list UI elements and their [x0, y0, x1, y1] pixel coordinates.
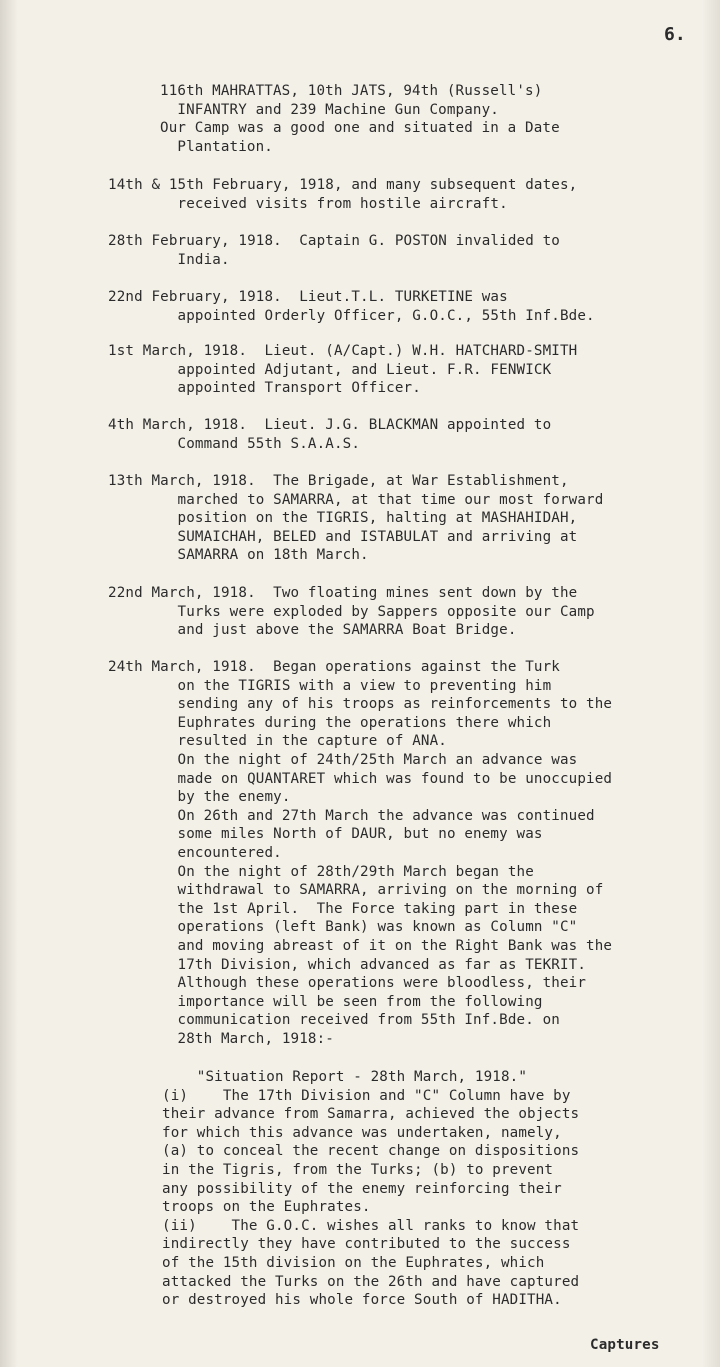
entry-4th-march — [108, 416, 551, 453]
entry-24th-march — [108, 658, 612, 1048]
text-line: INFANTRY and 239 Machine Gun Company. — [160, 101, 499, 118]
page-edge-shadow-left — [0, 0, 18, 1367]
text-line: India. — [108, 251, 230, 268]
text-line: 13th March, 1918. The Brigade, at War Establishment, — [108, 473, 569, 489]
text-line: attacked the Turks on the 26th and have captured — [162, 1273, 580, 1290]
text-line: (ii) The G.O.C. wishes all ranks to know that — [162, 1217, 580, 1234]
text-line: for which this advance was undertaken, namely, — [162, 1124, 562, 1141]
text-line: and just above the SAMARRA Boat Bridge. — [108, 622, 517, 639]
text-line: 28th March, 1918:- — [108, 1030, 334, 1047]
text-line: On the night of 24th/25th March an advance was — [108, 751, 578, 768]
text-line: (i) The 17th Division and "C" Column have by — [162, 1087, 571, 1104]
text-line: 24th March, 1918. Began operations against the Turk — [108, 659, 560, 675]
text-line: troops on the Euphrates. — [162, 1199, 371, 1216]
text-line: "Situation Report - 28th March, 1918." — [162, 1069, 528, 1085]
entry-14th-february — [108, 176, 577, 213]
text-line: appointed Adjutant, and Lieut. F.R. FENWICK — [108, 361, 552, 378]
text-line: 4th March, 1918. Lieut. J.G. BLACKMAN appointed to — [108, 417, 552, 433]
text-line: SAMARRA on 18th March. — [108, 547, 369, 564]
text-line: 1st March, 1918. Lieut. (A/Capt.) W.H. HATCHARD-SMITH — [108, 343, 578, 359]
entry-1st-march — [108, 342, 577, 398]
text-line: operations (left Bank) was known as Column "C" — [108, 919, 578, 936]
text-line: Plantation. — [160, 138, 273, 155]
text-line: some miles North of DAUR, but no enemy was — [108, 826, 543, 843]
text-line: 22nd March, 1918. Two floating mines sent down by the — [108, 585, 578, 601]
entry-units-camp — [160, 82, 560, 156]
text-line: of the 15th division on the Euphrates, which — [162, 1254, 545, 1271]
entry-28th-february — [108, 232, 560, 269]
text-line: or destroyed his whole force South of HADITHA. — [162, 1292, 562, 1309]
text-line: their advance from Samarra, achieved the objects — [162, 1106, 580, 1123]
text-line: any possibility of the enemy reinforcing their — [162, 1180, 562, 1197]
page-edge-shadow-right — [702, 0, 720, 1367]
catchword: Captures — [590, 1337, 660, 1353]
text-line: importance will be seen from the following — [108, 993, 543, 1010]
text-line: Turks were exploded by Sappers opposite our Camp — [108, 603, 595, 620]
text-line: received visits from hostile aircraft. — [108, 195, 508, 212]
entry-22nd-march — [108, 584, 595, 640]
text-line: 14th & 15th February, 1918, and many subsequent dates, — [108, 177, 578, 193]
text-line: Command 55th S.A.A.S. — [108, 435, 361, 452]
text-line: marched to SAMARRA, at that time our most forward — [108, 491, 604, 508]
text-line: communication received from 55th Inf.Bde. on — [108, 1012, 560, 1029]
text-line: On the night of 28th/29th March began the — [108, 863, 534, 880]
text-line: (a) to conceal the recent change on dispositions — [162, 1143, 580, 1160]
text-line: SUMAICHAH, BELED and ISTABULAT and arriving at — [108, 528, 578, 545]
text-line: the 1st April. The Force taking part in these — [108, 900, 578, 917]
text-line: 28th February, 1918. Captain G. POSTON invalided to — [108, 233, 560, 249]
text-line: on the TIGRIS with a view to preventing him — [108, 677, 552, 694]
text-line: in the Tigris, from the Turks; (b) to prevent — [162, 1161, 554, 1178]
text-line: made on QUANTARET which was found to be unoccupied — [108, 770, 613, 787]
text-line: resulted in the capture of ANA. — [108, 733, 447, 750]
text-line: and moving abreast of it on the Right Bank was the — [108, 937, 613, 954]
page-number: 6. — [664, 24, 686, 45]
situation-report-quote — [162, 1068, 579, 1310]
text-line: encountered. — [108, 844, 282, 861]
text-line: appointed Transport Officer. — [108, 380, 421, 397]
text-line: sending any of his troops as reinforcements to the — [108, 696, 613, 713]
text-line: Euphrates during the operations there which — [108, 714, 552, 731]
entry-13th-march — [108, 472, 603, 565]
text-line: indirectly they have contributed to the success — [162, 1236, 571, 1253]
text-line: Our Camp was a good one and situated in a Date — [160, 120, 560, 137]
text-line: appointed Orderly Officer, G.O.C., 55th Inf.Bde. — [108, 307, 595, 324]
text-line: 17th Division, which advanced as far as TEKRIT. — [108, 956, 587, 973]
text-line: withdrawal to SAMARRA, arriving on the morning of — [108, 882, 604, 899]
text-line: position on the TIGRIS, halting at MASHAHIDAH, — [108, 510, 578, 527]
text-line: by the enemy. — [108, 789, 291, 806]
text-line: On 26th and 27th March the advance was continued — [108, 807, 595, 824]
text-line: 22nd February, 1918. Lieut.T.L. TURKETINE was — [108, 289, 508, 305]
text-line: 116th MAHRATTAS, 10th JATS, 94th (Russell's) — [160, 83, 543, 99]
text-line: Although these operations were bloodless, their — [108, 975, 587, 992]
entry-22nd-february — [108, 288, 595, 325]
